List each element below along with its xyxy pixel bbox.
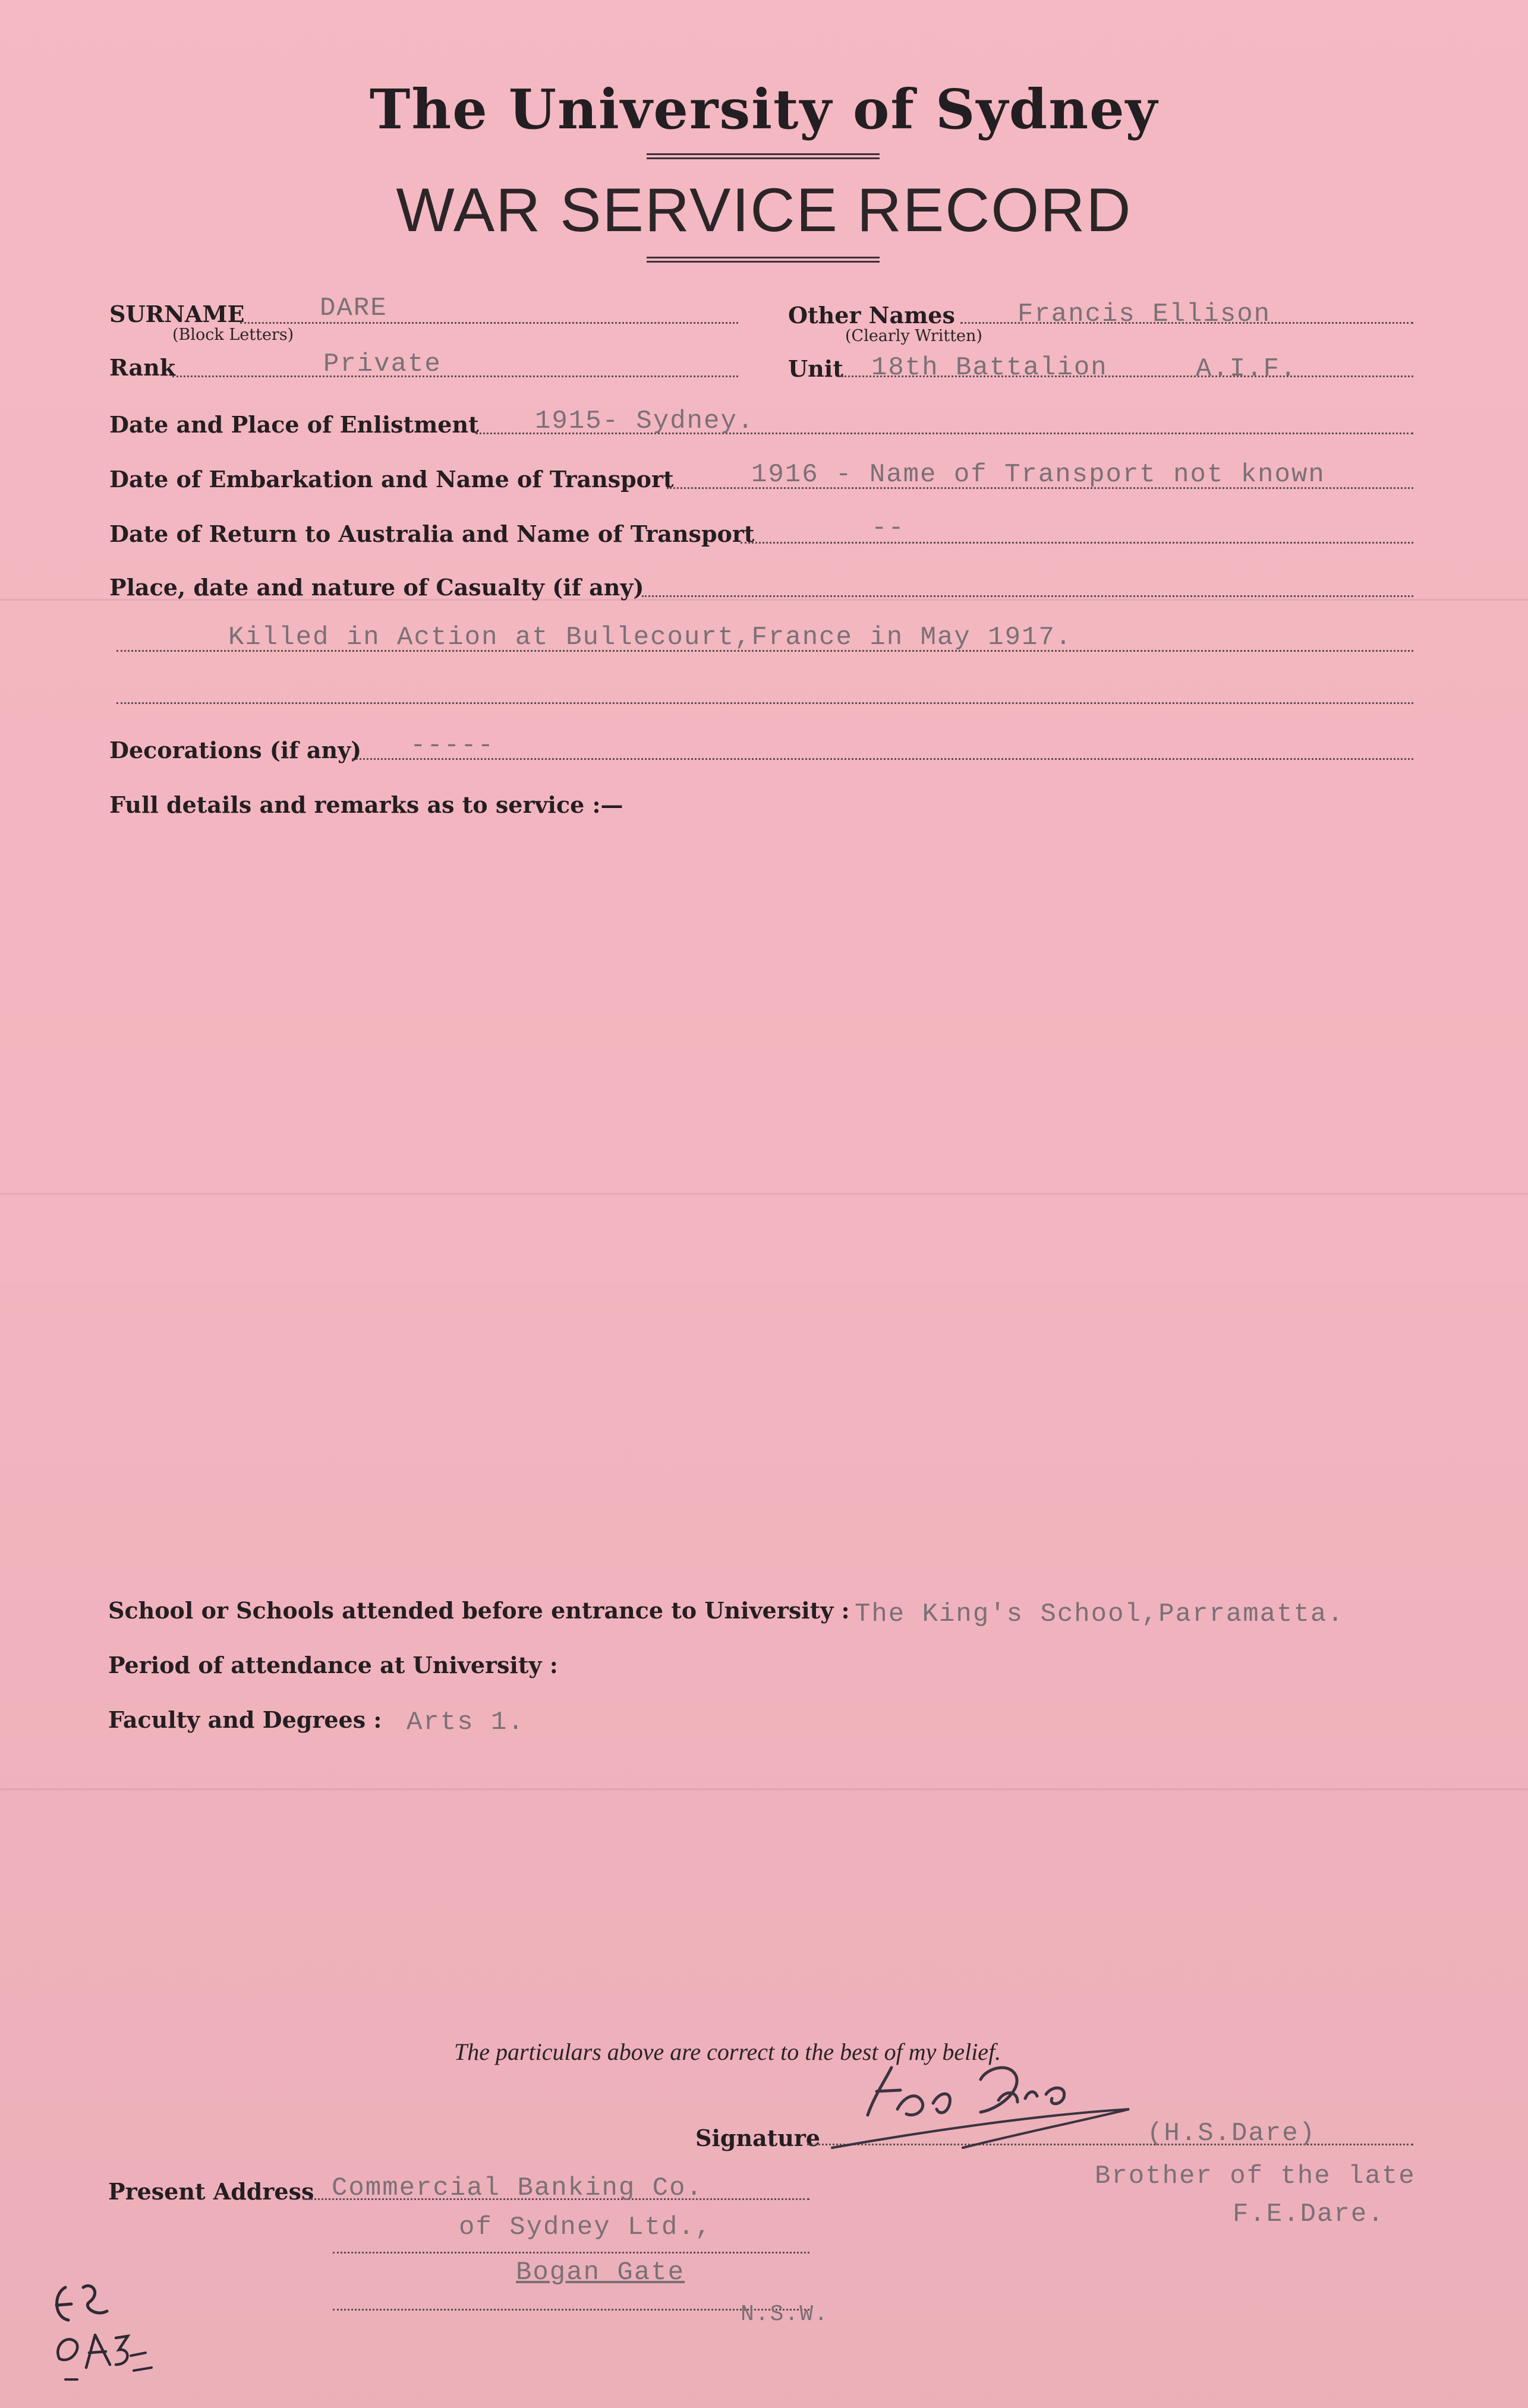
other-names-label: Other Names bbox=[788, 302, 955, 329]
signer-relation-line1: Brother of the late bbox=[1095, 2161, 1416, 2191]
decorations-value: ----- bbox=[410, 731, 495, 760]
return-line bbox=[741, 542, 1413, 544]
attendance-label: Period of attendance at University : bbox=[108, 1652, 558, 1678]
title-rule bbox=[647, 257, 880, 263]
rank-line bbox=[172, 375, 738, 377]
casualty-line bbox=[642, 595, 1413, 597]
address-line-2 bbox=[333, 2252, 809, 2254]
unit-label: Unit bbox=[788, 355, 843, 382]
form-title: WAR SERVICE RECORD bbox=[396, 176, 1132, 245]
decorations-line bbox=[352, 758, 1413, 760]
surname-label: SURNAME bbox=[109, 301, 245, 327]
enlistment-value: 1915- Sydney. bbox=[535, 406, 755, 436]
other-names-value: Francis Ellison bbox=[1017, 299, 1271, 329]
embarkation-label: Date of Embarkation and Name of Transport bbox=[109, 466, 674, 493]
signature-label: Signature bbox=[695, 2125, 821, 2151]
university-name: The University of Sydney bbox=[369, 77, 1159, 141]
other-names-hint: (Clearly Written) bbox=[845, 327, 982, 345]
surname-value: DARE bbox=[320, 293, 387, 323]
fold-line bbox=[0, 1788, 1528, 1790]
address-line2: of Sydney Ltd., bbox=[459, 2213, 713, 2242]
surname-line bbox=[240, 322, 738, 324]
casualty-line-3 bbox=[116, 702, 1413, 704]
address-label: Present Address bbox=[108, 2178, 314, 2205]
schools-label: School or Schools attended before entrance to University : bbox=[108, 1597, 850, 1624]
signer-name: (H.S.Dare) bbox=[1147, 2119, 1316, 2148]
rank-value: Private bbox=[323, 349, 442, 379]
remarks-label: Full details and remarks as to service :— bbox=[109, 791, 623, 818]
address-line-3 bbox=[333, 2309, 809, 2311]
return-value: -- bbox=[871, 513, 905, 543]
address-line4: N.S.W. bbox=[741, 2302, 829, 2327]
signer-relation-line2: F.E.Dare. bbox=[1233, 2199, 1385, 2229]
fold-line bbox=[0, 1193, 1528, 1195]
surname-hint: (Block Letters) bbox=[172, 326, 294, 344]
unit-value-aif: A.I.F. bbox=[1196, 354, 1297, 384]
rank-label: Rank bbox=[109, 354, 176, 381]
return-label: Date of Return to Australia and Name of Transport bbox=[109, 520, 755, 547]
faculty-label: Faculty and Degrees : bbox=[108, 1706, 382, 1733]
decorations-label: Decorations (if any) bbox=[109, 737, 362, 763]
casualty-label: Place, date and nature of Casualty (if any) bbox=[109, 574, 644, 601]
declaration-statement: The particulars above are correct to the best of my belief. bbox=[454, 2038, 1001, 2065]
casualty-value: Killed in Action at Bullecourt,France in May 1917. bbox=[228, 623, 1073, 652]
faculty-value: Arts 1. bbox=[407, 1708, 525, 1737]
address-line1: Commercial Banking Co. bbox=[332, 2173, 703, 2203]
schools-value: The King's School,Parramatta. bbox=[855, 1599, 1344, 1629]
unit-value: 18th Battalion bbox=[871, 353, 1108, 383]
embarkation-value: 1916 - Name of Transport not known bbox=[751, 460, 1325, 490]
address-line3: Bogan Gate bbox=[516, 2258, 685, 2287]
enlistment-label: Date and Place of Enlistment bbox=[109, 411, 479, 438]
title-rule bbox=[647, 153, 880, 159]
